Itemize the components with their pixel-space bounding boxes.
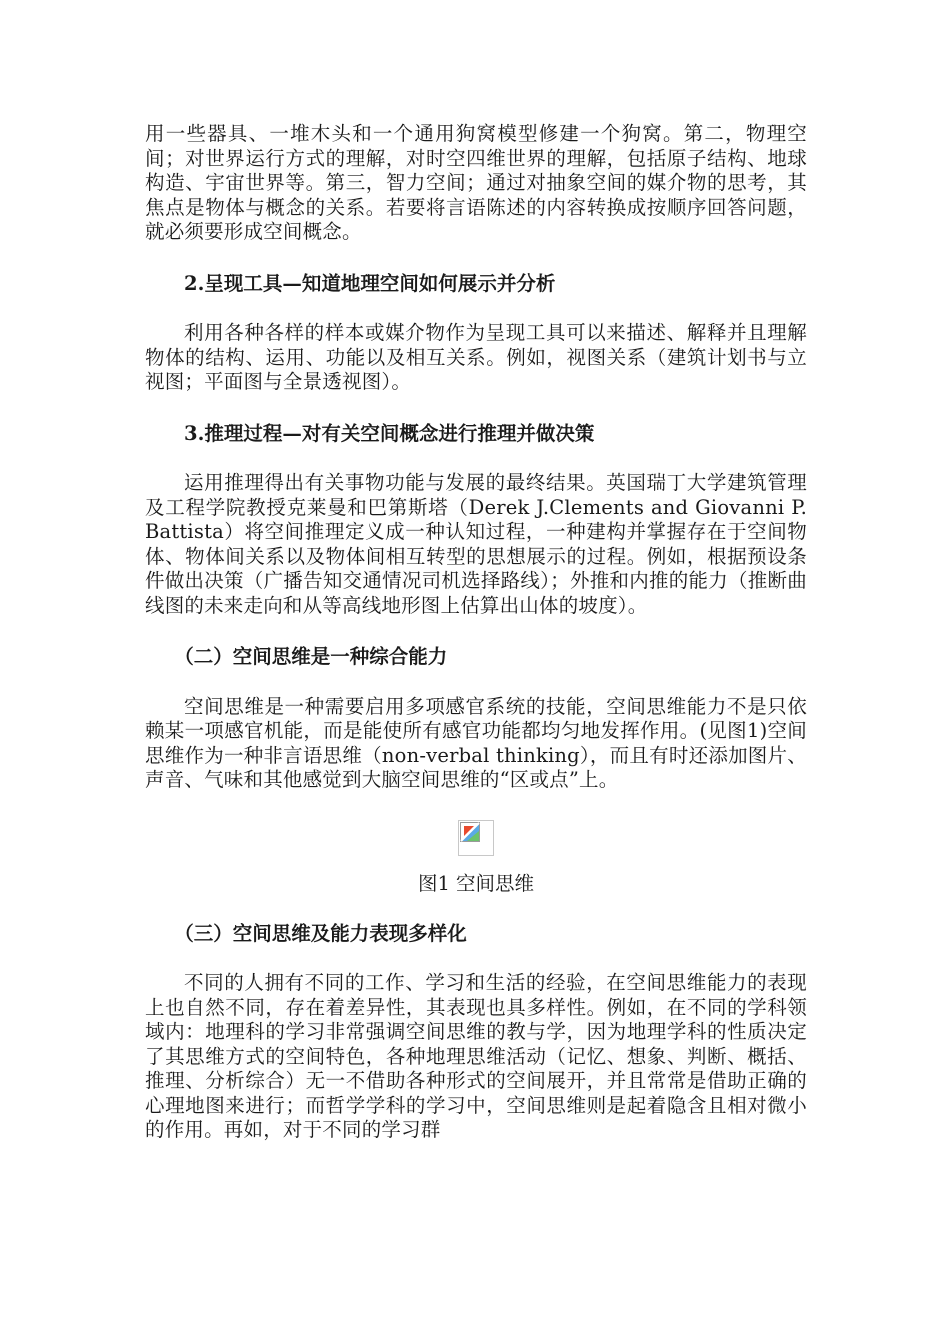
figure-1: [145, 820, 807, 896]
section-heading-reasoning-process: 3.推理过程—对有关空间概念进行推理并做决策: [184, 421, 595, 445]
document-page: [145, 122, 807, 1143]
figure-caption: 图1 空间思维: [417, 871, 535, 895]
paragraph-comprehensive-ability: 空间思维是一种需要启用多项感官系统的技能，空间思维能力不是只依赖某一项感官机能，而是能使所有感官功能都均匀地发挥作用。(见图1)空间思维作为一种非言语思维（non-verbal thinking），而且有时还添加图片、声音、气味和其他感觉到大脑空间思维的“区或点”上。: [145, 694, 807, 791]
paragraph-reasoning-process: 运用推理得出有关事物功能与发展的最终结果。英国瑞丁大学建筑管理及工程学院教授克莱曼和巴第斯塔（Derek J.Clements and Giovanni P.Battista）将空间推理定义成一种认知过程，一种建构并掌握存在于空间物体、物体间关系以及物体间相互转型的思想展示的过程。例如，根据预设条件做出决策（广播告知交通情况司机选择路线）；外推和内推的能力（推断曲线图的未来走向和从等高线地形图上估算出山体的坡度）。: [145, 471, 807, 617]
paragraph-diverse-expression: 不同的人拥有不同的工作、学习和生活的经验，在空间思维能力的表现上也自然不同，存在着差异性，其表现也具多样性。例如，在不同的学科领域内：地理科的学习非常强调空间思维的教与学，因为地理学科的性质决定了其思维方式的空间特色，各种地理思维活动（记忆、想象、判断、概括、推理、分析综合）无一不借助各种形式的空间展开，并且常常是借助正确的心理地图来进行；而哲学学科的学习中，空间思维则是起着隐含且相对微小的作用。再如，对于不同的学习群: [145, 971, 807, 1141]
section-heading-diverse-expression: （三）空间思维及能力表现多样化: [174, 921, 467, 945]
paragraph-spatial-types: 用一些器具、一堆木头和一个通用狗窝模型修建一个狗窝。第二，物理空间；对世界运行方式的理解，对时空四维世界的理解，包括原子结构、地球构造、宇宙世界等。第三，智力空间；通过对抽象空间的媒介物的思考，其焦点是物体与概念的关系。若要将言语陈述的内容转换成按顺序回答问题，就必须要形成空间概念。: [145, 122, 807, 243]
broken-image-icon: [458, 820, 494, 856]
section-heading-comprehensive-ability: （二）空间思维是一种综合能力: [174, 645, 448, 668]
section-heading-presentation-tools: 2.呈现工具—知道地理空间如何展示并分析: [184, 271, 556, 295]
paragraph-presentation-tools: 利用各种各样的样本或媒介物作为呈现工具可以来描述、解释并且理解物体的结构、运用、功能以及相互关系。例如，视图关系（建筑计划书与立视图；平面图与全景透视图）。: [145, 321, 807, 393]
